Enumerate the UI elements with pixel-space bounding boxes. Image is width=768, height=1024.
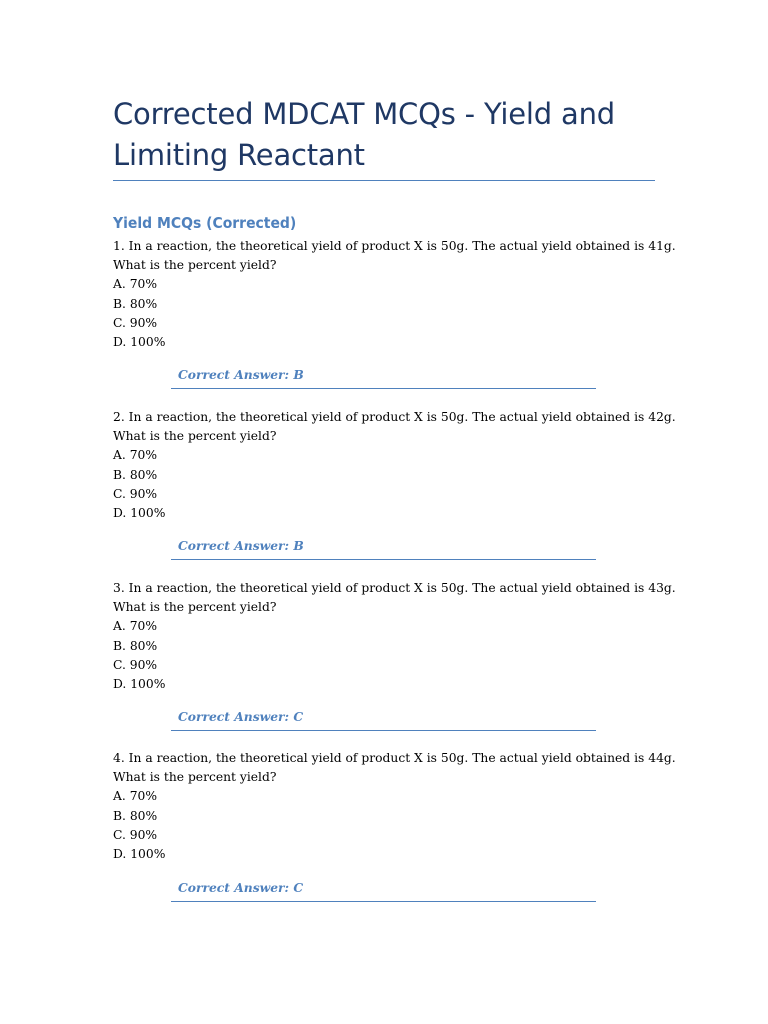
page-title: Corrected MDCAT MCQs - Yield and Limiting Reactant [113,97,615,172]
question-2-option-a: A. 70% [113,448,158,463]
question-3-answer: Correct Answer: C [171,708,596,731]
question-2-option-d: D. 100% [113,506,166,521]
question-1 [113,237,676,352]
question-3-option-c: C. 90% [113,657,158,672]
question-2-option-c: C. 90% [113,486,158,501]
question-4-option-c: C. 90% [113,827,158,842]
question-3 [113,579,676,694]
question-4 [113,749,676,864]
question-2-prompt: What is the percent yield? [113,429,277,444]
question-1-answer: Correct Answer: B [171,366,596,389]
question-1-option-b: B. 80% [113,296,158,311]
question-4-option-b: B. 80% [113,808,158,823]
question-4-option-d: D. 100% [113,847,166,862]
question-1-option-c: C. 90% [113,315,158,330]
question-4-prompt: What is the percent yield? [113,770,277,785]
question-3-prompt: What is the percent yield? [113,600,277,615]
question-1-stem: 1. In a reaction, the theoretical yield of product X is 50g. The actual yield obtained is 41g. [113,239,676,253]
question-1-option-a: A. 70% [113,277,158,292]
title-underline [113,180,655,181]
question-4-answer: Correct Answer: C [171,879,596,902]
question-2 [113,408,676,523]
question-3-stem: 3. In a reaction, the theoretical yield of product X is 50g. The actual yield obtained is 43g. [113,581,676,595]
section-heading: Yield MCQs (Corrected) [113,214,297,232]
question-2-option-b: B. 80% [113,467,158,482]
question-2-answer: Correct Answer: B [171,537,596,560]
question-3-option-a: A. 70% [113,619,158,634]
question-2-stem: 2. In a reaction, the theoretical yield of product X is 50g. The actual yield obtained is 42g. [113,410,676,424]
question-4-option-a: A. 70% [113,789,158,804]
question-1-option-d: D. 100% [113,335,166,350]
question-1-prompt: What is the percent yield? [113,258,277,273]
question-3-option-b: B. 80% [113,638,158,653]
question-4-stem: 4. In a reaction, the theoretical yield of product X is 50g. The actual yield obtained is 44g. [113,751,676,765]
question-3-option-d: D. 100% [113,677,166,692]
